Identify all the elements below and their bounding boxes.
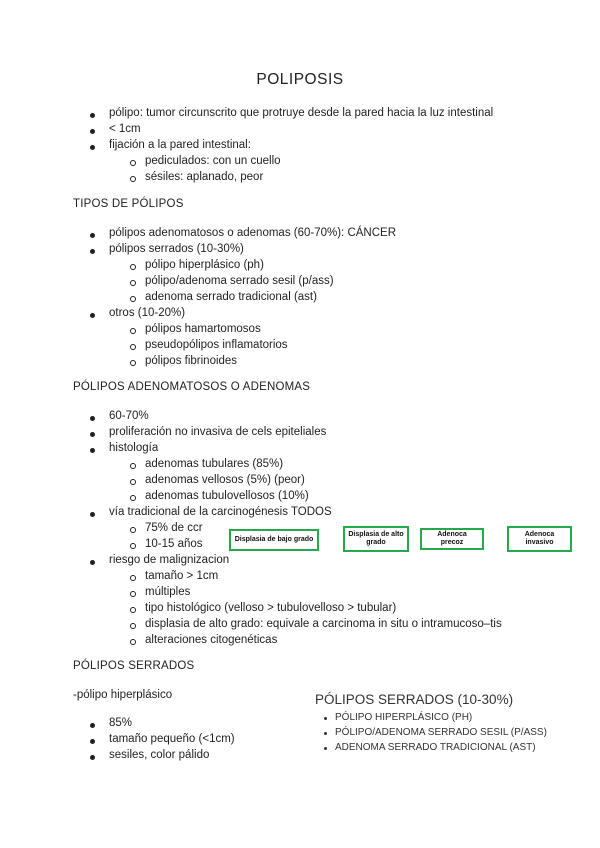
bullet-dot xyxy=(90,233,95,238)
section-heading-adenomas: PÓLIPOS ADENOMATOSOS O ADENOMAS xyxy=(73,381,311,393)
list-item: pólipos adenomatosos o adenomas (60-70%): CÁNCER xyxy=(109,227,397,239)
bullet-dot xyxy=(90,723,95,728)
bullet-dot xyxy=(90,512,95,517)
list-item: < 1cm xyxy=(109,123,141,135)
bullet-dot xyxy=(90,113,95,118)
list-item: tamaño pequeño (<1cm) xyxy=(109,733,235,745)
list-item: otros (10-20%) xyxy=(109,307,186,319)
list-item: 60-70% xyxy=(109,410,149,422)
bullet-dot xyxy=(90,129,95,134)
sub-list-item: adenomas tubulovellosos (10%) xyxy=(145,490,309,502)
sub-bullet-circle xyxy=(130,328,136,334)
sequence-box-invasive-adenoca: Adenoca invasivo xyxy=(507,526,572,552)
sub-bullet-circle xyxy=(130,160,136,166)
sub-bullet-circle xyxy=(130,623,136,629)
sub-bullet-circle xyxy=(130,360,136,366)
sub-list-item: alteraciones citogenéticas xyxy=(145,634,278,646)
sub-list-item: pólipos hamartomosos xyxy=(145,323,261,335)
page-title: POLIPOSIS xyxy=(256,71,344,88)
section-heading-serrados: PÓLIPOS SERRADOS xyxy=(73,660,195,672)
bullet-dot xyxy=(90,560,95,565)
bullet-dot xyxy=(90,755,95,760)
sub-bullet-circle xyxy=(130,543,136,549)
sub-list-item: displasia de alto grado: equivale a carcinoma in situ o intramucoso–tis xyxy=(145,618,502,630)
sub-bullet-circle xyxy=(130,463,136,469)
sub-bullet-circle xyxy=(130,344,136,350)
sub-list-item: adenomas vellosos (5%) (peor) xyxy=(145,474,305,486)
list-item: histología xyxy=(109,442,159,454)
list-item: vía tradicional de la carcinogénesis TODOS xyxy=(109,506,332,518)
slide-title: PÓLIPOS SERRADOS (10-30%) xyxy=(315,692,514,707)
sub-bullet-circle xyxy=(130,176,136,182)
sub-list-item: pólipo hiperplásico (ph) xyxy=(145,259,264,271)
sub-bullet-circle xyxy=(130,280,136,286)
list-item: 85% xyxy=(109,717,133,729)
subsection-heading: -pólipo hiperplásico xyxy=(73,689,173,701)
bullet-dot xyxy=(90,739,95,744)
bullet-dot xyxy=(324,732,327,735)
sub-bullet-circle xyxy=(130,607,136,613)
sub-list-item: sésiles: aplanado, peor xyxy=(145,171,264,183)
sub-bullet-circle xyxy=(130,639,136,645)
list-item: sesiles, color pálido xyxy=(109,749,210,761)
bullet-dot xyxy=(90,145,95,150)
bullet-dot xyxy=(90,448,95,453)
list-item: fijación a la pared intestinal: xyxy=(109,139,251,151)
sub-bullet-circle xyxy=(130,527,136,533)
list-item: riesgo de malignizacion xyxy=(109,554,230,566)
bullet-dot xyxy=(90,432,95,437)
sub-list-item: pólipos fibrinoides xyxy=(145,355,238,367)
bullet-dot xyxy=(90,249,95,254)
bullet-dot xyxy=(324,747,327,750)
sequence-box-low-grade: Displasia de bajo grado xyxy=(229,529,319,551)
sequence-box-early-adenoca: Adenoca precoz xyxy=(420,528,484,550)
section-heading-tipos: TIPOS DE PÓLIPOS xyxy=(73,198,184,210)
bullet-dot xyxy=(324,717,327,720)
sub-list-item: tamaño > 1cm xyxy=(145,570,219,582)
bullet-dot xyxy=(90,313,95,318)
sub-list-item: pseudopólipos inflamatorios xyxy=(145,339,288,351)
list-item: proliferación no invasiva de cels epiteliales xyxy=(109,426,327,438)
sub-bullet-circle xyxy=(130,264,136,270)
sub-list-item: pólipo/adenoma serrado sesil (p/ass) xyxy=(145,275,334,287)
sub-bullet-circle xyxy=(130,479,136,485)
bullet-dot xyxy=(90,416,95,421)
sub-bullet-circle xyxy=(130,575,136,581)
sub-bullet-circle xyxy=(130,495,136,501)
sub-list-item: 75% de ccr xyxy=(145,522,203,534)
sub-list-item: pediculados: con un cuello xyxy=(145,155,281,167)
list-item: pólipo: tumor circunscrito que protruye desde la pared hacia la luz intestinal xyxy=(109,107,494,119)
sub-list-item: 10-15 años xyxy=(145,538,203,550)
list-item: pólipos serrados (10-30%) xyxy=(109,243,244,255)
sub-list-item: adenoma serrado tradicional (ast) xyxy=(145,291,317,303)
sub-list-item: múltiples xyxy=(145,586,191,598)
sub-bullet-circle xyxy=(130,591,136,597)
sub-bullet-circle xyxy=(130,296,136,302)
sub-list-item: tipo histológico (velloso > tubulovelloso > tubular) xyxy=(145,602,397,614)
embedded-slide-image: PÓLIPOS SERRADOS (10-30%) PÓLIPO HIPERPLÁSICO (PH) PÓLIPO/ADENOMA SERRADO SESIL (P/ASS) ADENOMA SERRADO TRADICIONAL (AST) xyxy=(315,692,547,753)
sequence-box-high-grade: Displasia de alto grado xyxy=(343,526,409,552)
sub-list-item: adenomas tubulares (85%) xyxy=(145,458,284,470)
